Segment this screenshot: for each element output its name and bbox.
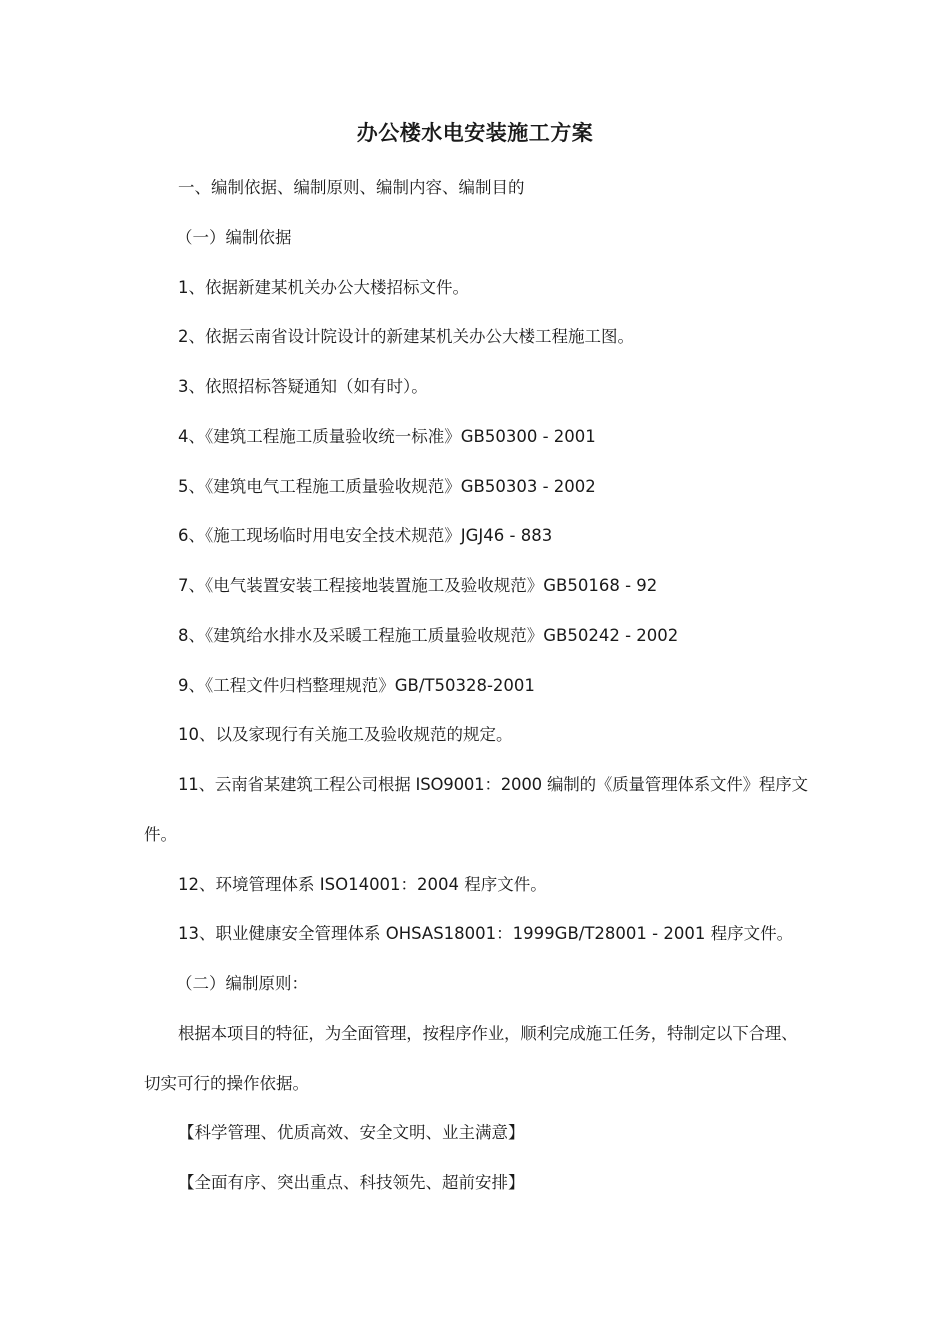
basis-item-13: 13、职业健康安全管理体系 OHSAS18001：1999GB/T28001 - 2001 程序文件。 xyxy=(178,924,794,943)
principle-paragraph-continued: 切实可行的操作依据。 xyxy=(144,1074,309,1093)
basis-item-8: 8、《建筑给水排水及采暖工程施工质量验收规范》GB50242 - 2002 xyxy=(178,626,679,645)
basis-item-2: 2、依据云南省设计院设计的新建某机关办公大楼工程施工图。 xyxy=(178,327,634,346)
subsection-heading-principles: （二）编制原则： xyxy=(176,974,308,993)
basis-item-12: 12、环境管理体系 ISO14001：2004 程序文件。 xyxy=(178,875,547,894)
subsection-heading: （一）编制依据 xyxy=(176,228,292,247)
basis-item-7: 7、《电气装置安装工程接地装置施工及验收规范》GB50168 - 92 xyxy=(178,576,658,595)
basis-item-5: 5、《建筑电气工程施工质量验收规范》GB50303 - 2002 xyxy=(178,477,596,496)
document-title: 办公楼水电安装施工方案 xyxy=(356,121,594,145)
basis-item-1: 1、依据新建某机关办公大楼招标文件。 xyxy=(178,278,469,297)
principle-paragraph: 根据本项目的特征，为全面管理，按程序作业，顺利完成施工任务，特制定以下合理、 xyxy=(178,1024,798,1043)
basis-item-3: 3、依照招标答疑通知（如有时）。 xyxy=(178,377,428,396)
basis-item-6: 6、《施工现场临时用电安全技术规范》JGJ46 - 883 xyxy=(178,526,553,545)
basis-item-9: 9、《工程文件归档整理规范》GB/T50328-2001 xyxy=(178,676,535,695)
basis-item-11-continued: 件。 xyxy=(144,825,177,844)
basis-item-4: 4、《建筑工程施工质量验收统一标准》GB50300 - 2001 xyxy=(178,427,596,446)
basis-item-10: 10、以及家现行有关施工及验收规范的规定。 xyxy=(178,725,513,744)
basis-item-11: 11、云南省某建筑工程公司根据 ISO9001：2000 编制的《质量管理体系文件》程序文 xyxy=(178,775,808,794)
motto-line-2: 【全面有序、突出重点、科技领先、超前安排】 xyxy=(178,1173,525,1192)
motto-line-1: 【科学管理、优质高效、安全文明、业主满意】 xyxy=(178,1123,525,1142)
section-heading: 一、编制依据、编制原则、编制内容、编制目的 xyxy=(178,178,525,197)
